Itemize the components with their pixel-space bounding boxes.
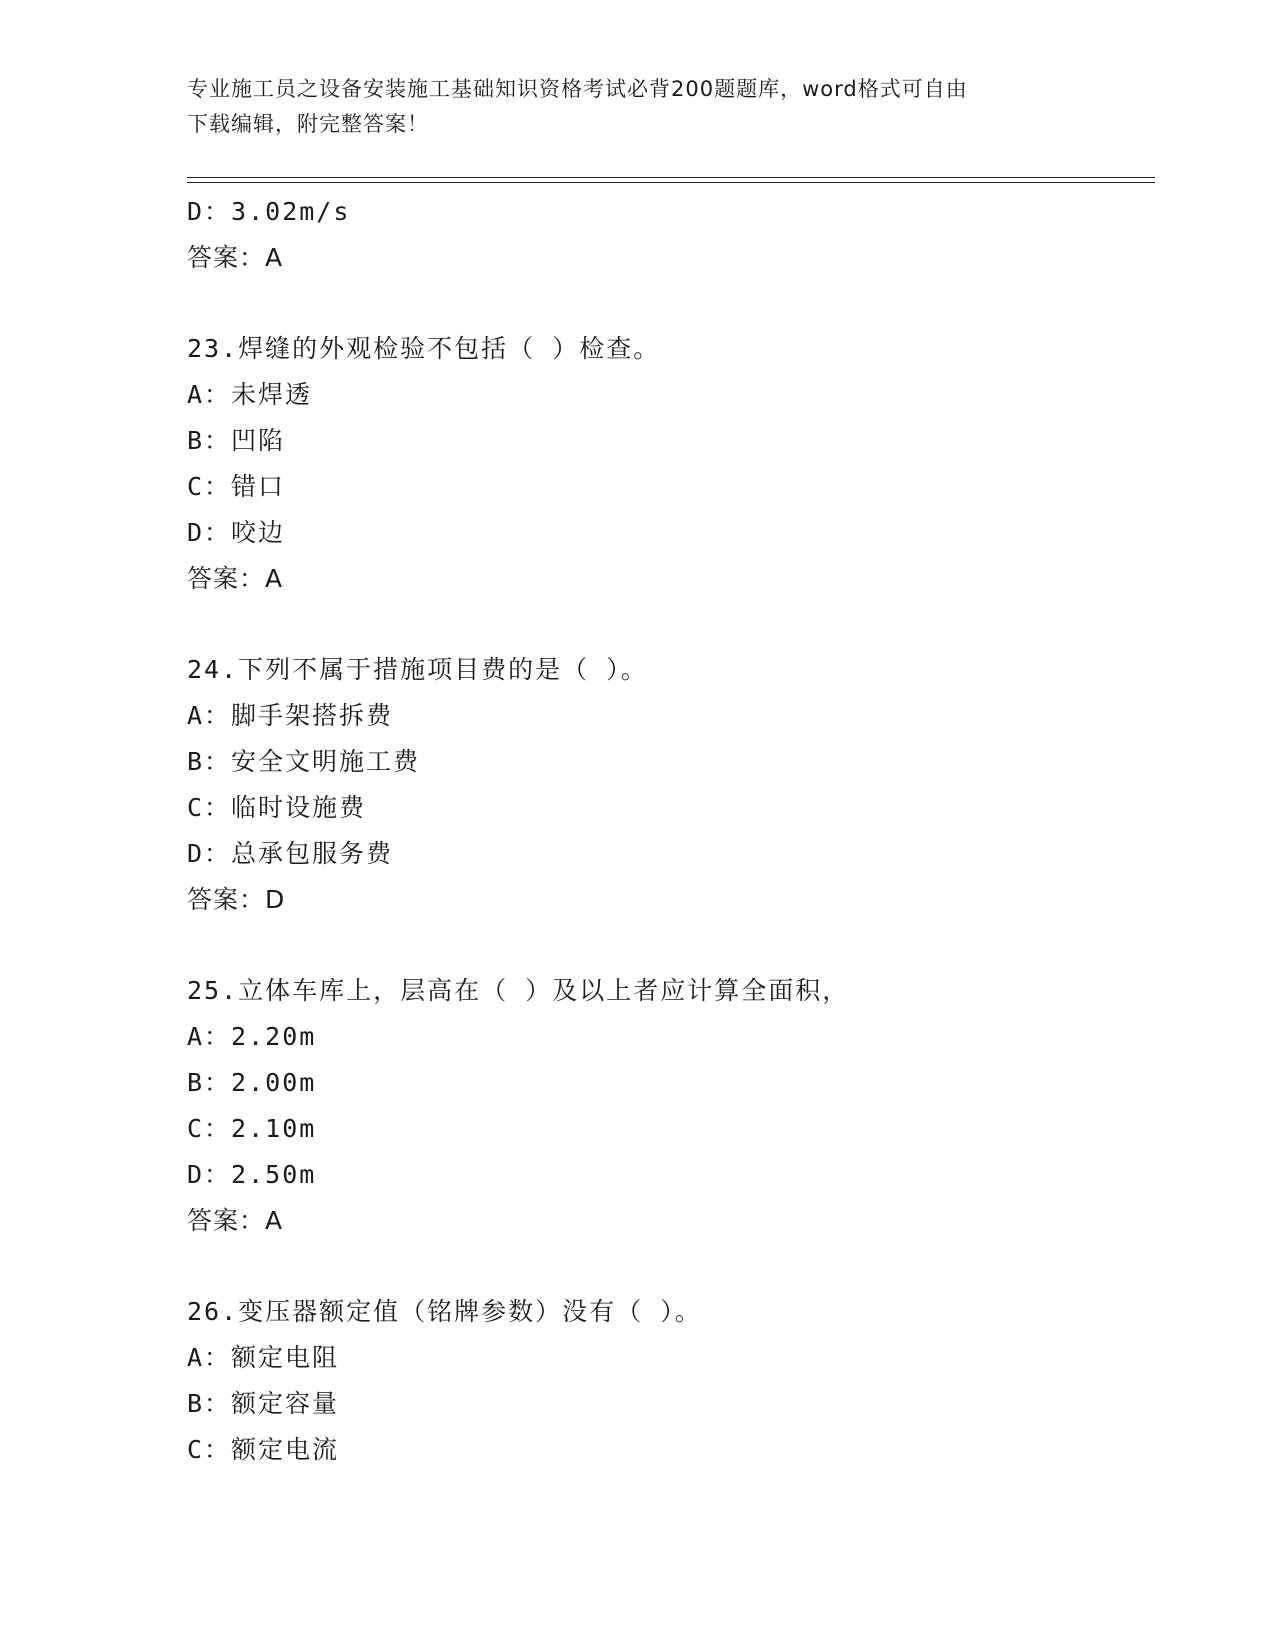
block-spacer <box>187 1244 1147 1289</box>
option-d: D：2.50m <box>187 1160 317 1189</box>
option-d: D：咬边 <box>187 518 286 547</box>
question-list <box>187 189 1147 1473</box>
answer-line: 答案：A <box>187 564 284 593</box>
question-text: 25.立体车库上，层高在（ ）及以上者应计算全面积， <box>187 976 850 1005</box>
answer-line: 答案：D <box>187 885 286 914</box>
option-d: D：总承包服务费 <box>187 839 394 868</box>
option-c: C：临时设施费 <box>187 793 367 822</box>
question-text: 24.下列不属于措施项目费的是（ ）。 <box>187 655 648 684</box>
option-b: B：额定容量 <box>187 1389 340 1418</box>
question-block-24 <box>187 647 1147 923</box>
header-divider-bottom <box>187 182 1155 183</box>
question-block-25 <box>187 968 1147 1244</box>
question-text: 26.变压器额定值（铭牌参数）没有（ ）。 <box>187 1297 702 1326</box>
question-block-26 <box>187 1289 1147 1473</box>
option-b: B：凹陷 <box>187 426 286 455</box>
option-a: A：2.20m <box>187 1022 317 1051</box>
option-b: B：2.00m <box>187 1068 317 1097</box>
answer-line: 答案：A <box>187 243 284 272</box>
block-spacer <box>187 281 1147 326</box>
option-a: A：脚手架搭拆费 <box>187 701 394 730</box>
header-title-line-2: 下载编辑，附完整答案！ <box>187 112 429 136</box>
document-header <box>187 72 1067 142</box>
block-spacer <box>187 602 1147 647</box>
block-spacer <box>187 923 1147 968</box>
option-c: C：额定电流 <box>187 1435 340 1464</box>
question-text: 23.焊缝的外观检验不包括（ ）检查。 <box>187 334 661 363</box>
option-c: C：错口 <box>187 472 286 501</box>
option-b: B：安全文明施工费 <box>187 747 421 776</box>
header-divider-top <box>187 177 1155 178</box>
header-title-line-1: 专业施工员之设备安装施工基础知识资格考试必背200题题库，word格式可自由 <box>187 77 968 101</box>
option-a: A：未焊透 <box>187 380 313 409</box>
question-block-22-tail <box>187 189 1147 281</box>
question-block-23 <box>187 326 1147 602</box>
option-a: A：额定电阻 <box>187 1343 340 1372</box>
option-d: D：3.02m/s <box>187 197 351 226</box>
answer-line: 答案：A <box>187 1206 284 1235</box>
option-c: C：2.10m <box>187 1114 317 1143</box>
